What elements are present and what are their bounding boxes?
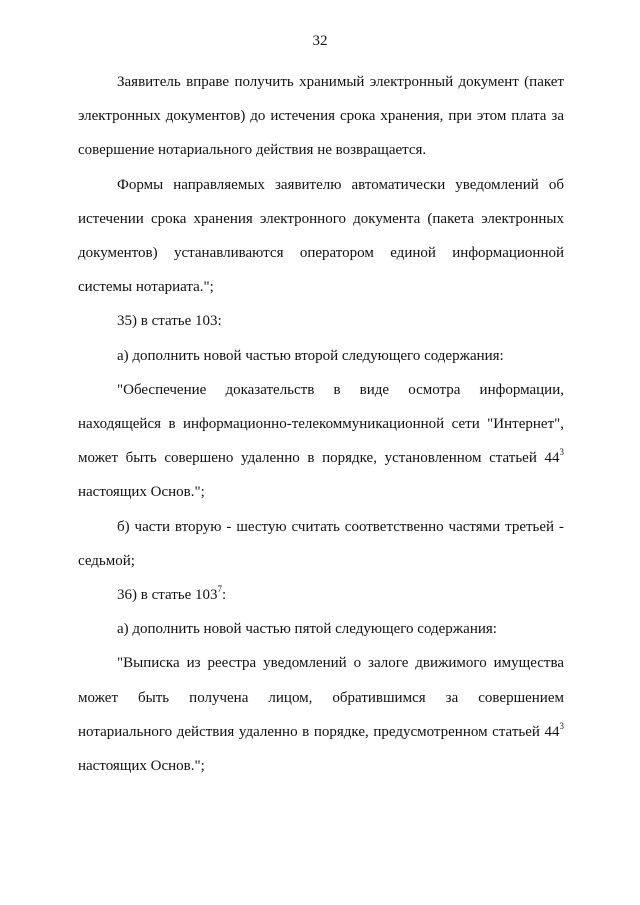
paragraph-article-103: 35) в статье 103:	[117, 313, 222, 330]
document-body	[78, 65, 564, 783]
paragraph-registry-extract	[78, 646, 564, 783]
superscript-article-44: 3	[559, 447, 564, 458]
paragraph-evidence-tail: настоящих Основ.";	[78, 484, 205, 501]
paragraph-article-103-7	[78, 578, 564, 612]
paragraph-registry-tail: настоящих Основ.";	[78, 758, 205, 775]
paragraph-storage-receipt: Заявитель вправе получить хранимый электронный документ (пакет электронных документов) до истечения срока хранения, при этом плата за совершение нотариального действия не возвращается.	[78, 74, 564, 159]
paragraph-evidence-text: "Обеспечение доказательств в виде осмотра информации, находящейся в информационно-телекоммуникационной сети "Интернет", может быть совершено удаленно в порядке, установленном статьей 44	[78, 381, 564, 467]
superscript-article-103: 7	[217, 584, 223, 595]
paragraph-article-tail: :	[222, 587, 227, 604]
paragraph-registry-text: "Выписка из реестра уведомлений о залоге движимого имущества может быть получена лицом, обратившимся за совершением нотариального действия удаленно в порядке, предусмотренном статьей 44	[78, 655, 564, 740]
paragraph-notification-forms: Формы направляемых заявителю автоматически уведомлений об истечении срока хранения электронного документа (пакета электронных документов) устанавливаются оператором единой информационной системы нотариата.";	[78, 176, 564, 296]
superscript-article-44-second: 3	[559, 720, 564, 731]
paragraph-evidence-provision	[78, 373, 564, 510]
paragraph-amend-part-two: а) дополнить новой частью второй следующего содержания:	[117, 347, 504, 364]
paragraph-article-text: 36) в статье 103	[117, 587, 218, 604]
paragraph-amend-part-five: а) дополнить новой частью пятой следующего содержания:	[117, 621, 497, 638]
paragraph-renumber-parts: б) части вторую - шестую считать соответственно частями третьей - седьмой;	[78, 518, 564, 569]
page-number: 32	[312, 33, 328, 49]
